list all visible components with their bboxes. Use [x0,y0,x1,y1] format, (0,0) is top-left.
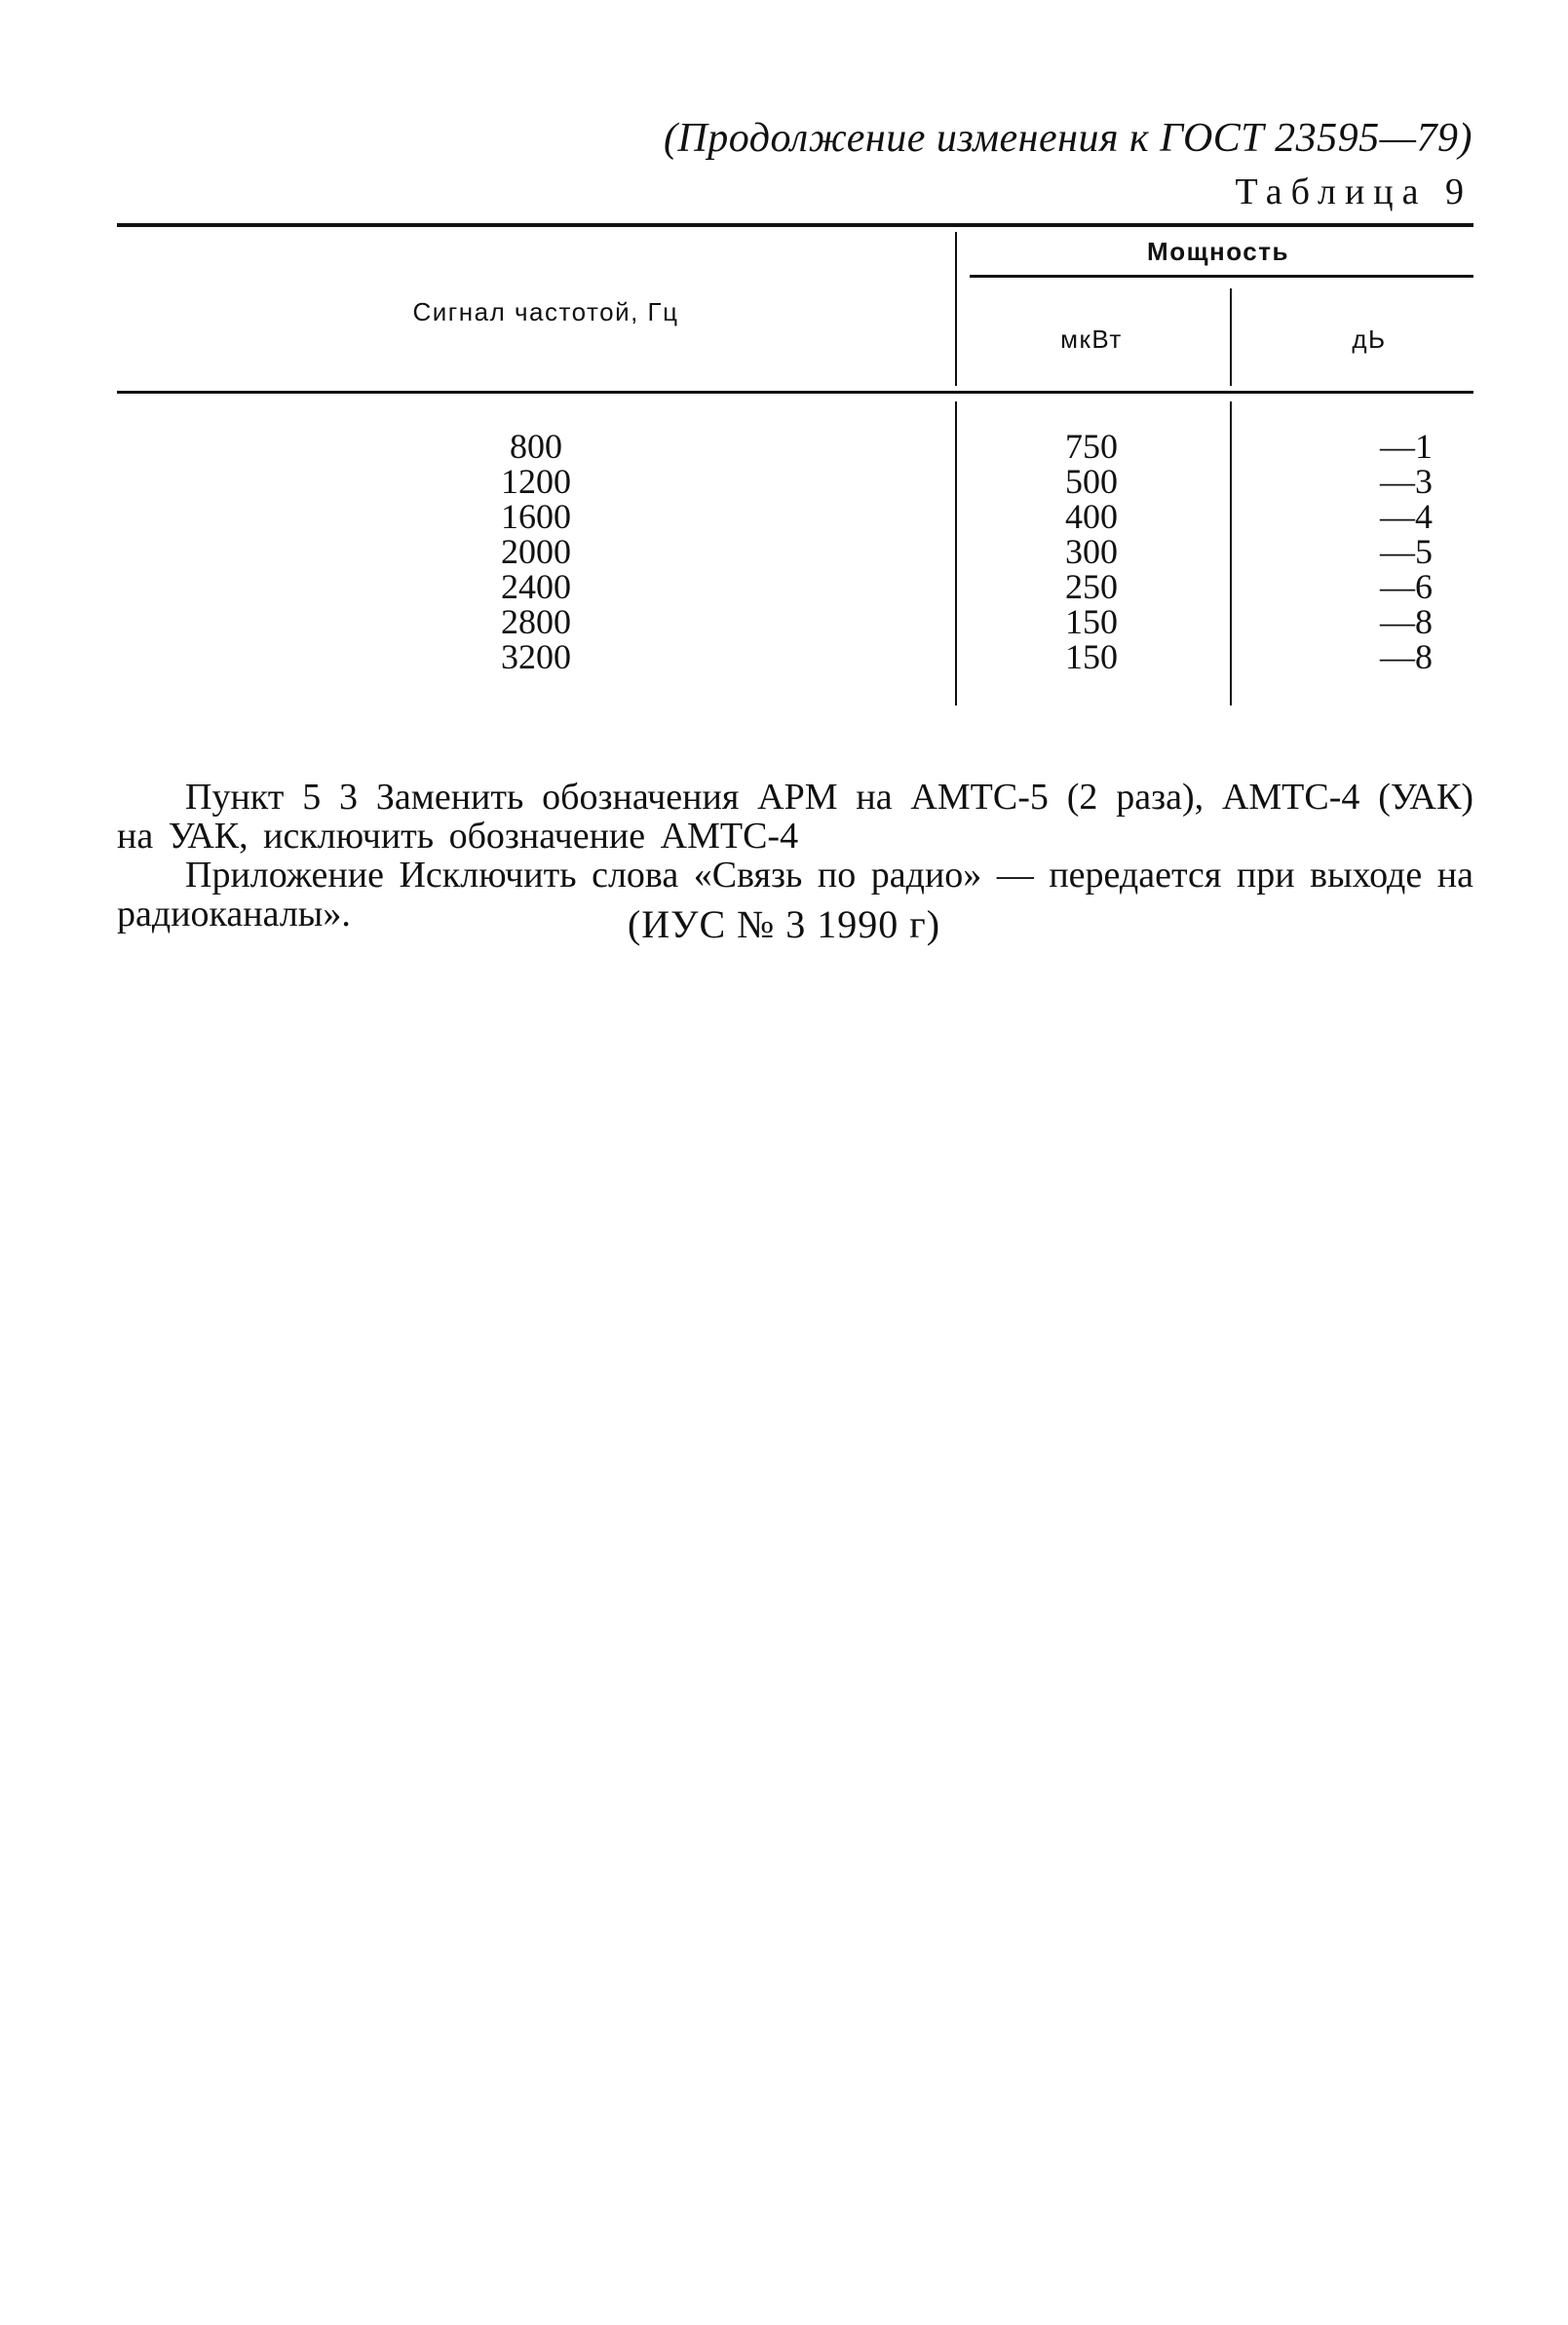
table-cell-frequency: 800 [510,427,562,466]
mkw-column [1013,429,1169,674]
table-cell-mkw: 750 [1065,427,1118,466]
table-cell-mkw: 500 [1065,462,1118,501]
table-cell-frequency: 1200 [501,462,571,501]
table-cell-db: —6 [1380,567,1433,606]
frequency-column [458,429,614,674]
table-cell-mkw: 150 [1065,602,1118,641]
table-cell-mkw: 300 [1065,532,1118,571]
db-column [1316,429,1433,674]
table-cell-db: —8 [1380,637,1433,676]
table-cell-db: —8 [1380,602,1433,641]
body-divider-2 [1230,401,1232,705]
header-divider-1 [955,232,957,386]
column-header-mkw: мкВт [1060,324,1123,354]
table-cell-db: —3 [1380,462,1433,501]
table-cell-frequency: 2400 [501,567,571,606]
column-header-db: дЬ [1352,324,1387,354]
paragraph-appendix: Приложение Исключить слова «Связь по радио» — передается при выходе на радиоканалы». [117,855,1473,934]
power-subheader-rule [970,275,1473,278]
table-top-rule [117,223,1473,227]
table-title: Таблица 9 [1235,172,1472,212]
continuation-note: (Продолжение изменения к ГОСТ 23595—79) [663,116,1472,161]
table-cell-mkw: 400 [1065,497,1118,536]
column-header-signal: Сигнал частотой, Гц [412,297,679,326]
table-cell-frequency: 2000 [501,532,571,571]
header-divider-2 [1230,288,1232,386]
table-cell-frequency: 3200 [501,637,571,676]
publication-reference: (ИУС № 3 1990 г) [627,902,941,946]
table-cell-mkw: 250 [1065,567,1118,606]
body-divider-1 [955,401,957,705]
table-cell-db: —4 [1380,497,1433,536]
table-cell-frequency: 2800 [501,602,571,641]
table-cell-frequency: 1600 [501,497,571,536]
paragraph-item-5-3: Пункт 5 3 Заменить обозначения АРМ на АМТС-5 (2 раза), АМТС-4 (УАК) на УАК, исключить обозначение АМТС-4 [117,777,1473,857]
table-cell-mkw: 150 [1065,637,1118,676]
table-cell-db: —5 [1380,532,1433,571]
table-cell-db: —1 [1380,427,1433,466]
column-header-power: Мощность [1147,237,1289,266]
table-header-rule [117,391,1473,394]
